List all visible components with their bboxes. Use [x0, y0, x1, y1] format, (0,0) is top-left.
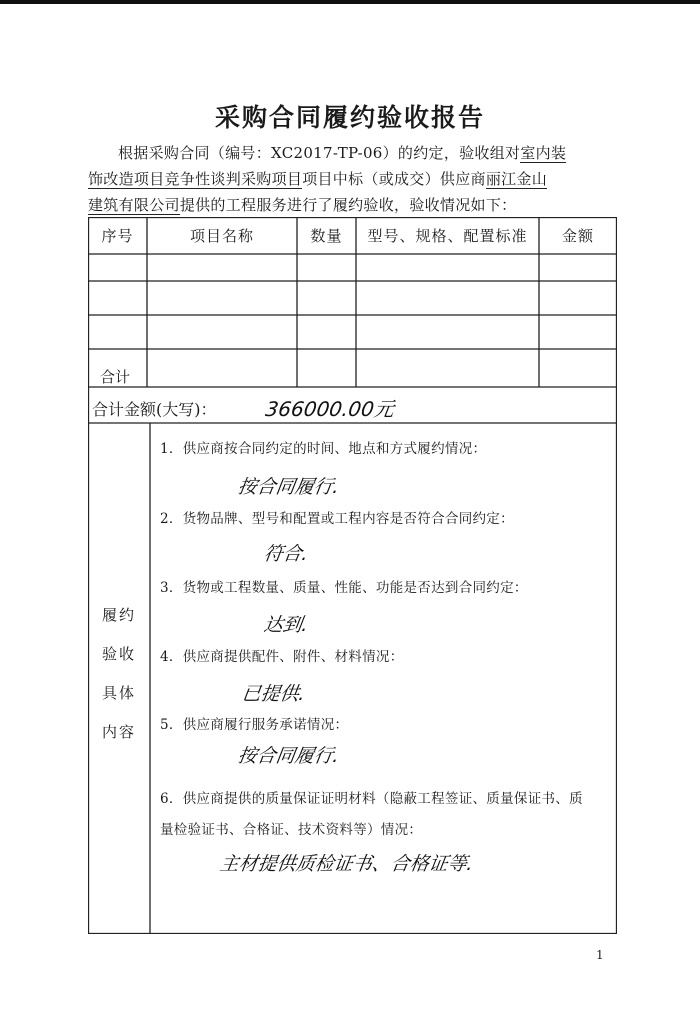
question-6-line2: 量检验证书、合格证、技术资料等）情况： [160, 822, 423, 838]
question-3: 3．货物或工程数量、质量、性能、功能是否达到合同约定： [160, 580, 528, 596]
header-quantity: 数量 [310, 227, 343, 245]
header-index: 序号 [101, 227, 134, 245]
question-4: 4．供应商提供配件、附件、材料情况： [160, 649, 404, 665]
header-item-name: 项目名称 [189, 227, 254, 245]
intro-text: 提供的工程服务进行了履约验收，验收情况如下： [179, 196, 517, 214]
project-name-part1: 室内装 [520, 144, 567, 162]
answer-4-handwritten: 已提供. [240, 683, 307, 705]
header-amount: 金额 [561, 227, 594, 245]
acceptance-table [88, 217, 617, 934]
supplier-name-part1: 丽江金山 [485, 170, 548, 188]
amount-value-handwritten: 366000.00元 [264, 397, 396, 421]
question-1: 1．供应商按合同约定的时间、地点和方式履约情况： [160, 441, 487, 457]
total-row-label: 合计 [100, 368, 131, 386]
intro-text: 项目中标（或成交）供应商 [302, 170, 486, 188]
answer-2-handwritten: 符合. [262, 543, 310, 565]
answer-1-handwritten: 按合同履行. [236, 476, 341, 498]
question-5: 5．供应商履行服务承诺情况： [160, 717, 349, 733]
section-label-line3: 具体 [101, 684, 136, 702]
section-label-line4: 内容 [101, 723, 136, 741]
section-label-line1: 履约 [101, 606, 136, 624]
answer-5-handwritten: 按合同履行. [236, 745, 341, 767]
project-name-part2: 饰改造项目竞争性谈判采购项目 [88, 170, 303, 188]
page-title: 采购合同履约验收报告 [214, 103, 485, 132]
header-spec: 型号、规格、配置标准 [367, 227, 528, 245]
amount-label: 合计金额(大写)： [92, 400, 217, 419]
intro-paragraph [88, 140, 618, 218]
question-2: 2．货物品牌、型号和配置或工程内容是否符合合同约定： [160, 511, 514, 527]
answer-3-handwritten: 达到. [262, 614, 310, 636]
scan-edge [0, 0, 700, 4]
section-label-line2: 验收 [101, 645, 136, 663]
question-6-line1: 6．供应商提供的质量保证证明材料（隐蔽工程签证、质量保证书、质 [160, 791, 583, 807]
answer-6-handwritten: 主材提供质检证书、合格证等. [218, 853, 475, 875]
page-number: 1 [596, 948, 604, 962]
intro-text: 根据采购合同（编号：XC2017-TP-06）的约定，验收组对 [118, 144, 521, 162]
supplier-name-part2: 建筑有限公司 [88, 196, 180, 214]
